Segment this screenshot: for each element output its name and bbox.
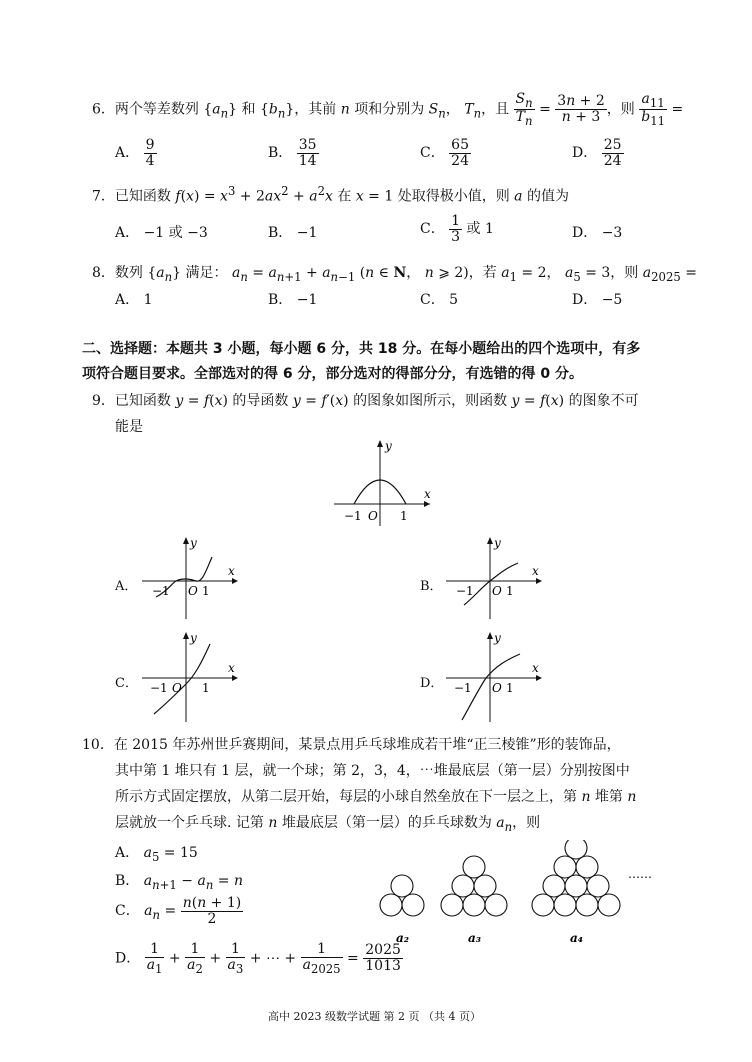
q8-option-d: D． −5 — [572, 292, 623, 308]
svg-text:1: 1 — [202, 681, 210, 695]
svg-text:1: 1 — [400, 509, 408, 523]
q10-line3: 所示方式固定摆放，从第二层开始，每层的小球自然垒放在下一层之上，第 n 堆第 n — [115, 789, 637, 805]
q9-option-d-label: D． — [420, 676, 444, 691]
q10-option-c: C． $a_n$ = $\frac{n(n + 1)}{2}$ — [115, 895, 242, 927]
q7-option-d: D． −3 — [572, 225, 623, 241]
q9-option-c-graph — [138, 630, 248, 725]
q9-option-a-graph — [138, 535, 248, 620]
q9-derivative-graph — [330, 438, 440, 528]
svg-text:x: x — [228, 564, 235, 578]
q9-option-a-label: A． — [115, 579, 138, 594]
q9-option-d-graph — [442, 630, 552, 725]
q10-option-d: D． $\frac{1}{a_1}$ + $\frac{1}{a_2}$ + $\frac{1}{a_3}$ + ⋯ + $\frac{1}{a_{2025}}$ = $\frac{2025}{1013}$ — [115, 941, 401, 976]
svg-text:O: O — [368, 509, 378, 523]
q6-option-b: B． $\frac{35}{14}$ — [268, 137, 317, 169]
q8-option-b: B． −1 — [268, 292, 318, 308]
svg-text:O: O — [492, 681, 502, 695]
svg-text:O: O — [492, 584, 502, 598]
svg-text:1: 1 — [506, 681, 514, 695]
ellipsis: …… — [628, 867, 652, 881]
q7-line: 7．已知函数 $f(x) = x^3 + 2ax^2 + a^2x$ 在 x = 1 处取得极小值，则 a 的值为 — [92, 184, 569, 205]
svg-text:−1: −1 — [152, 584, 170, 598]
svg-text:1: 1 — [506, 584, 514, 598]
q9-option-c-label: C． — [115, 676, 138, 691]
label-a3: a₃ — [468, 931, 482, 945]
svg-text:−1: −1 — [454, 681, 472, 695]
label-a4: a₄ — [570, 931, 584, 945]
section2-heading-line1: 二、选择题：本题共 3 小题，每小题 6 分，共 18 分。在每小题给出的四个选项中，有多 — [82, 341, 641, 357]
q9-line1: 9．已知函数 y = f(x) 的导函数 y = f′(x) 的图象如图所示，则函数 y = f(x) 的图象不可 — [92, 393, 639, 409]
q10-line2: 其中第 1 堆只有 1 层，就一个球；第 2，3，4，⋯堆最底层（第一层）分别按图中 — [115, 763, 630, 779]
svg-text:y: y — [190, 536, 197, 550]
svg-text:−1: −1 — [344, 509, 362, 523]
q8-option-c: C． 5 — [420, 292, 459, 308]
svg-text:1: 1 — [202, 584, 210, 598]
q6-option-d: D． $\frac{25}{24}$ — [572, 137, 622, 169]
svg-text:x: x — [532, 564, 539, 578]
q8-option-a: A． 1 — [115, 292, 153, 308]
x-axis-label: x — [424, 487, 431, 501]
q10-option-b: B． $a_{n+1} - a_n = n$ — [115, 873, 243, 892]
q6-line: 6．两个等差数列 $\{a_n\}$ 和 $\{b_n\}$，其前 n 项和分别为 $S_n$， $T_n$，且 $\frac{S_n}{T_n}$ = $\frac{3n + 2}{n + 3}$ ，则 $\frac{a_{11}}{b_{11}}$ = — [92, 91, 684, 128]
svg-text:x: x — [532, 661, 539, 675]
svg-text:O: O — [172, 681, 182, 695]
page-footer: 高中 2023 级数学试题 第 2 页 （共 4 页） — [268, 1010, 481, 1023]
q7-option-a: A． −1 或 −3 — [115, 225, 208, 241]
svg-text:O: O — [188, 584, 198, 598]
q8-line: 8．数列 $\{a_n\}$ 满足： $a_n = a_{n+1} + a_{n-1}$ (n ∈ N， n ⩾ 2)，若 $a_1 = 2$， $a_5 = 3$，则 $a_{2025}$ = — [92, 265, 697, 284]
q7-option-b: B． −1 — [268, 225, 318, 241]
y-axis-label: y — [385, 439, 392, 453]
stack-a3 — [441, 856, 507, 916]
q7-option-c: C． $\frac{1}{3}$ 或 1 — [420, 213, 494, 245]
svg-text:y: y — [494, 631, 501, 645]
section2-heading-line2: 项符合题目要求。全部选对的得 6 分，部分选对的得部分分，有选错的得 0 分。 — [82, 366, 583, 382]
svg-text:x: x — [228, 661, 235, 675]
q6-number: 6． — [92, 101, 115, 118]
label-a2: a₂ — [396, 931, 410, 945]
svg-text:−1: −1 — [456, 584, 474, 598]
stack-a4 — [532, 840, 620, 916]
q9-option-b-graph — [442, 535, 552, 620]
svg-text:−1: −1 — [150, 681, 168, 695]
q9-option-b-label: B． — [420, 579, 443, 594]
svg-text:y: y — [190, 631, 197, 645]
q10-line4: 层就放一个乒乓球. 记第 n 堆最底层（第一层）的乒乓球数为 $a_n$，则 — [115, 815, 541, 834]
q10-line1: 10．在 2015 年苏州世乒赛期间，某景点用乒乓球堆成若干堆“正三棱锥”形的装饰品， — [82, 737, 621, 753]
q9-line2: 能是 — [115, 419, 143, 435]
q10-ball-stacks-figure — [370, 840, 690, 950]
svg-text:y: y — [494, 536, 501, 550]
stack-a2 — [380, 875, 424, 916]
q6-option-c: C． $\frac{65}{24}$ — [420, 137, 469, 169]
q10-option-a: A． $a_5 = 15$ — [115, 845, 198, 864]
q6-option-a: A． $\frac{9}{4}$ — [115, 137, 155, 169]
